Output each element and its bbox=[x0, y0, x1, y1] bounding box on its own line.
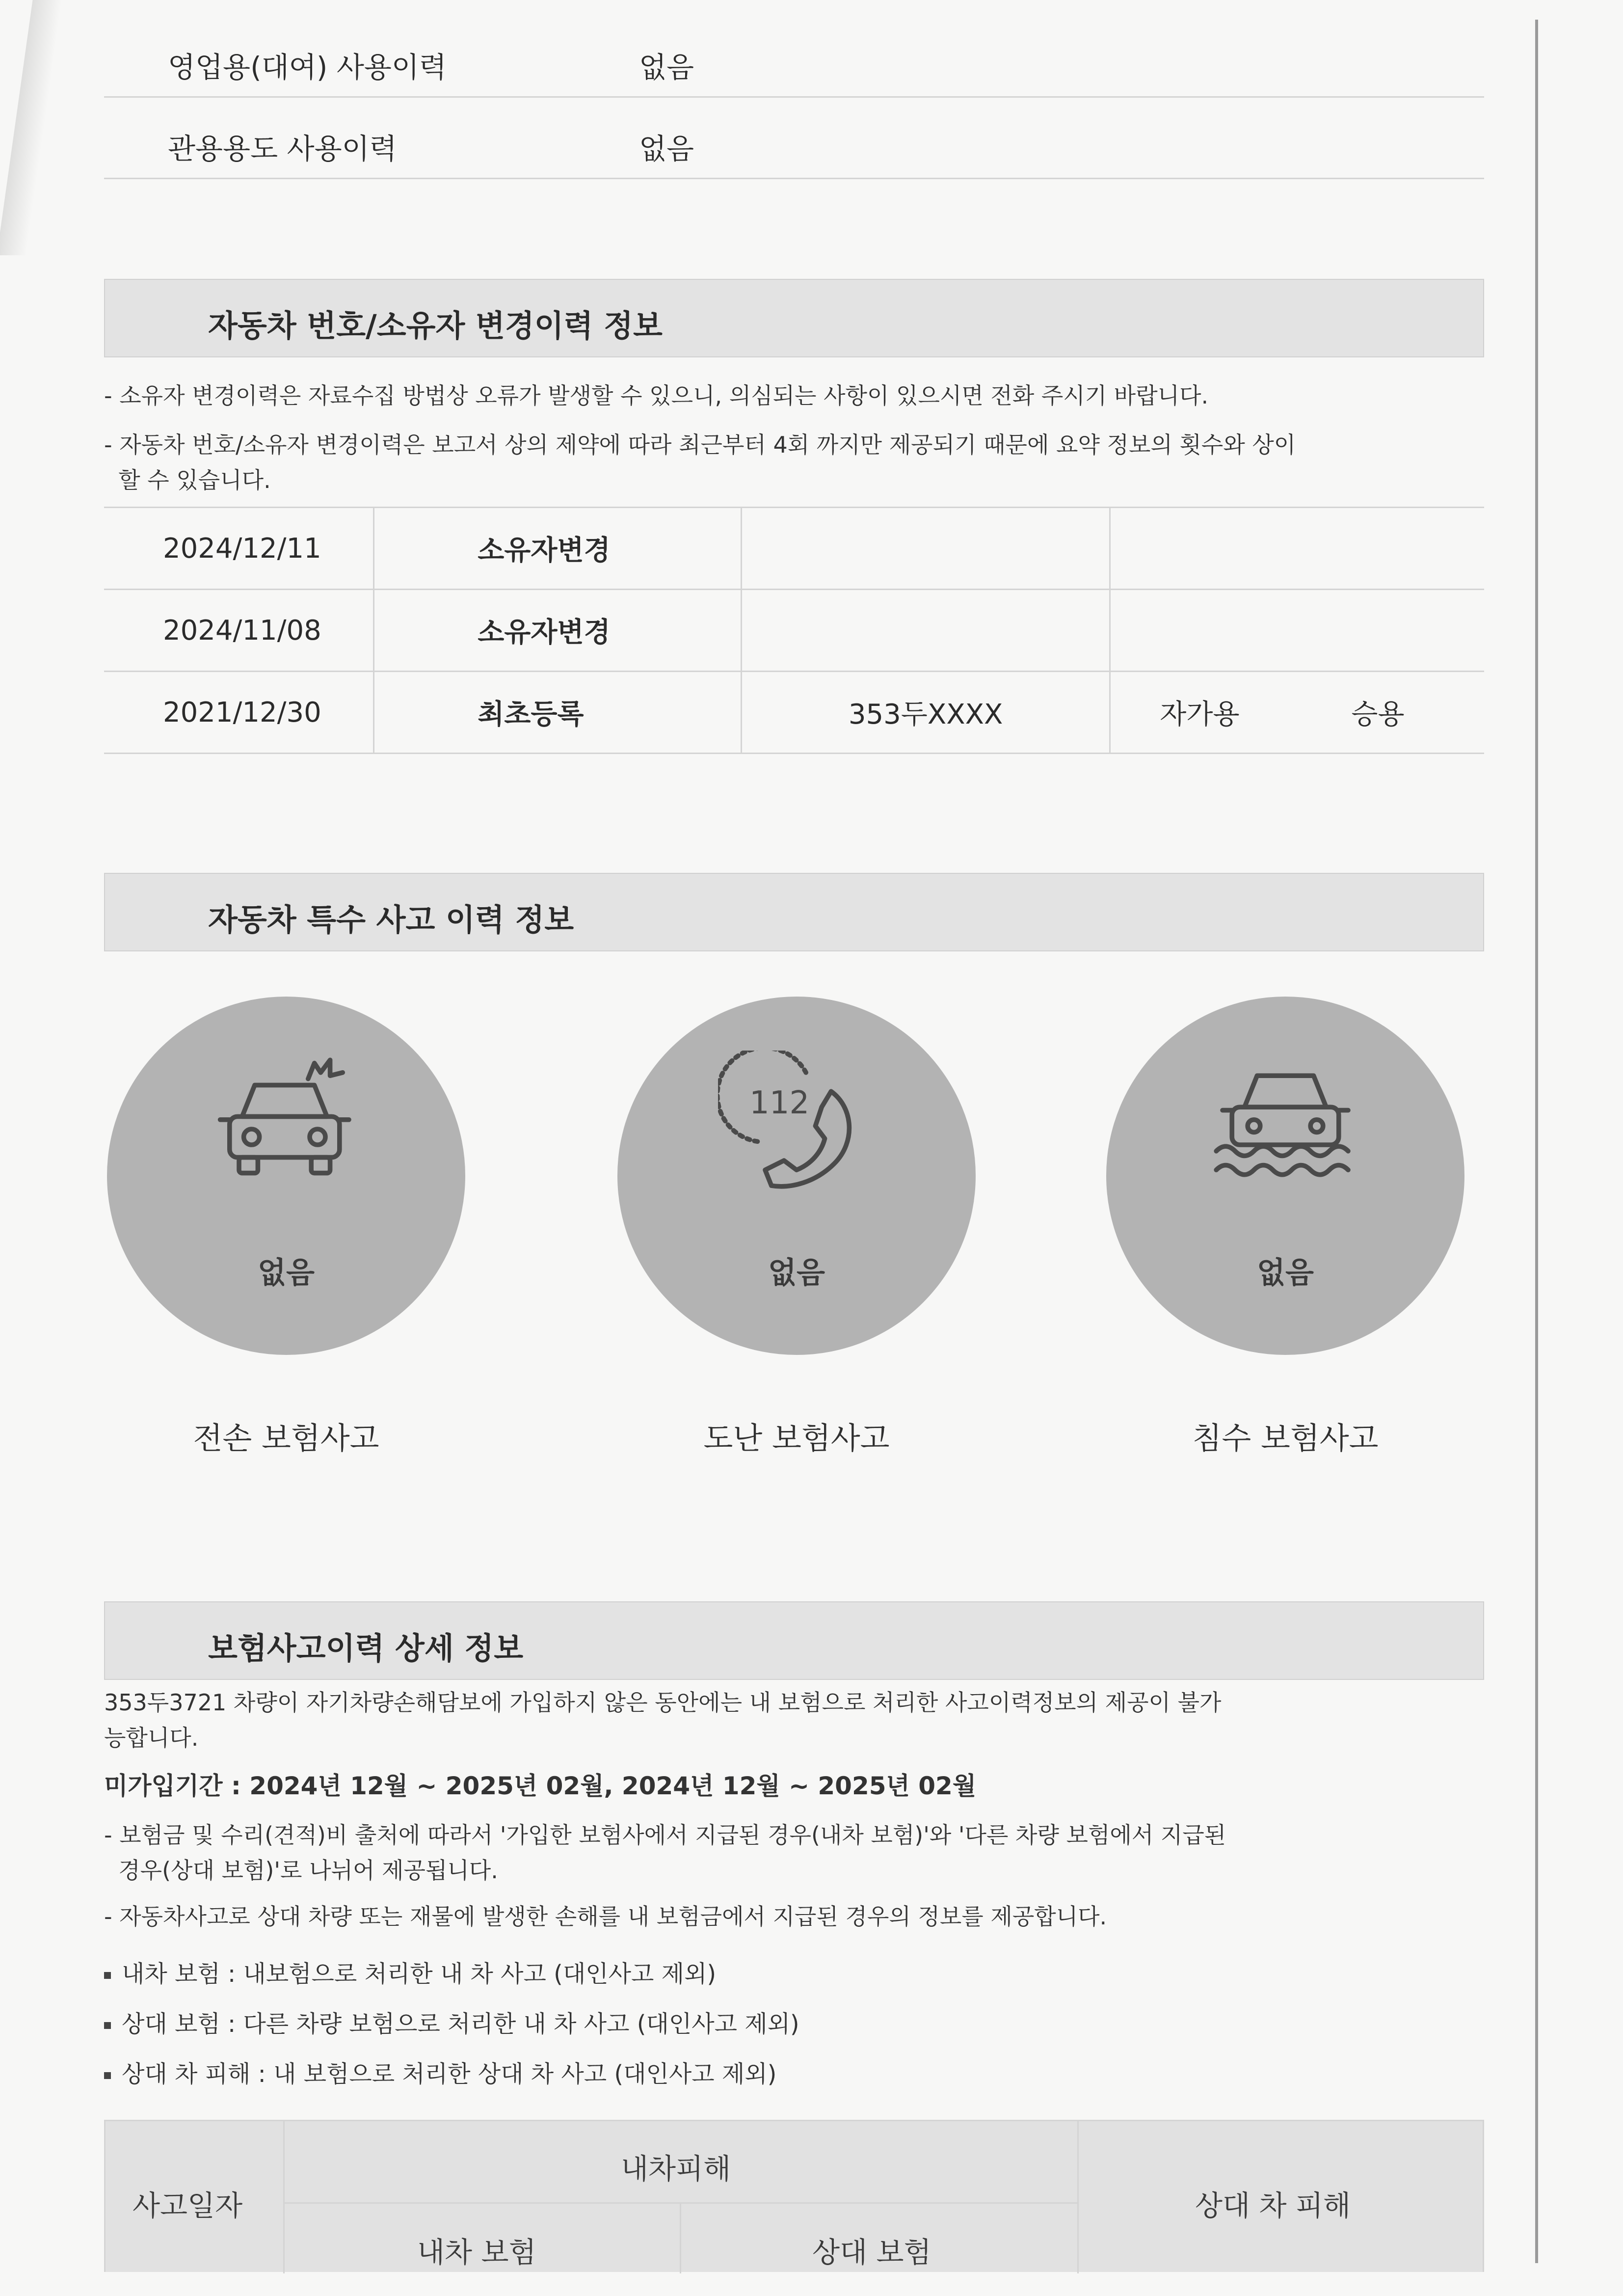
change-type: 소유자변경 bbox=[374, 508, 742, 590]
owner-section-header bbox=[104, 279, 1484, 357]
section-title: 보험사고이력 상세 정보 bbox=[208, 1630, 524, 1666]
status-value: 없음 bbox=[258, 1256, 315, 1290]
insurance-intro: 능합니다. bbox=[104, 1725, 199, 1751]
car-crash-icon bbox=[208, 1051, 365, 1208]
change-date: 2024/12/11 bbox=[104, 508, 374, 590]
theft-circle bbox=[617, 997, 976, 1355]
bullet-item bbox=[104, 2055, 776, 2089]
insurance-intro: 353두3721 차량이 자기차량손해담보에 가입하지 않은 동안에는 내 보험으로 처리한 사고이력정보의 제공이 불가 bbox=[104, 1689, 1222, 1716]
page-edge-line bbox=[1535, 20, 1538, 2263]
accident-table-header bbox=[104, 2120, 1484, 2272]
uninsured-period: 미가입기간 : 2024년 12월 ~ 2025년 02월, 2024년 12월 ~ 2025년 02월 bbox=[104, 1772, 977, 1800]
table-row bbox=[104, 590, 1484, 672]
vehicle-class: 승용 bbox=[1351, 699, 1405, 730]
plate-number bbox=[741, 590, 1110, 672]
plate-number: 353두XXXX bbox=[741, 672, 1110, 754]
bullet-item bbox=[104, 1955, 716, 1989]
plate-number bbox=[741, 508, 1110, 590]
insurance-section-header bbox=[104, 1601, 1484, 1680]
divider bbox=[283, 2202, 1077, 2204]
owner-note: - 자동차 번호/소유자 변경이력은 보고서 상의 제약에 따라 최근부터 4회 까지만 제공되기 때문에 요약 정보의 횟수와 상이 bbox=[104, 432, 1296, 458]
usage-label: 영업용(대여) 사용이력 bbox=[168, 51, 447, 84]
status-value: 없음 bbox=[1257, 1256, 1314, 1290]
usage-value: 없음 bbox=[639, 51, 694, 84]
usage-label: 관용용도 사용이력 bbox=[168, 132, 397, 165]
usage-cell bbox=[1110, 672, 1484, 754]
phone-112-icon bbox=[718, 1051, 875, 1208]
bullet-item bbox=[104, 2005, 799, 2039]
status-value: 없음 bbox=[768, 1256, 825, 1290]
svg-text:112: 112 bbox=[749, 1085, 810, 1121]
table-row bbox=[104, 508, 1484, 590]
circle-label: 전손 보험사고 bbox=[193, 1420, 379, 1456]
header-my-damage: 내차피해 bbox=[621, 2152, 731, 2186]
scan-shadow bbox=[0, 0, 62, 255]
usage-value: 없음 bbox=[639, 132, 694, 165]
usage-row-rental bbox=[104, 15, 1484, 98]
divider bbox=[283, 2121, 285, 2273]
insurance-note: - 보험금 및 수리(견적)비 출처에 따라서 '가입한 보험사에서 지급된 경우(내차 보험)'와 '다른 차량 보험에서 지급된 bbox=[104, 1822, 1226, 1848]
usage-type: 자가용 bbox=[1160, 699, 1240, 730]
special-section-header bbox=[104, 873, 1484, 951]
owner-note: 할 수 있습니다. bbox=[104, 467, 271, 493]
circle-label: 도난 보험사고 bbox=[703, 1420, 890, 1456]
change-type: 소유자변경 bbox=[374, 590, 742, 672]
change-date: 2021/12/30 bbox=[104, 672, 374, 754]
circle-label: 침수 보험사고 bbox=[1192, 1420, 1379, 1456]
divider bbox=[680, 2202, 681, 2273]
usage-cell bbox=[1110, 508, 1484, 590]
total-loss-circle bbox=[107, 997, 465, 1355]
section-title: 자동차 특수 사고 이력 정보 bbox=[208, 902, 574, 938]
divider bbox=[1077, 2121, 1079, 2273]
table-row bbox=[104, 672, 1484, 754]
insurance-note: 경우(상대 보험)'로 나뉘어 제공됩니다. bbox=[104, 1857, 498, 1884]
bullet-text: 상대 보험 : 다른 차량 보험으로 처리한 내 차 사고 (대인사고 제외) bbox=[122, 2010, 799, 2038]
change-type: 최초등록 bbox=[374, 672, 742, 754]
car-flood-icon bbox=[1207, 1051, 1364, 1208]
bullet-text: 내차 보험 : 내보험으로 처리한 내 차 사고 (대인사고 제외) bbox=[122, 1960, 717, 1988]
bullet-text: 상대 차 피해 : 내 보험으로 처리한 상대 차 사고 (대인사고 제외) bbox=[122, 2060, 777, 2088]
section-title: 자동차 번호/소유자 변경이력 정보 bbox=[208, 308, 663, 344]
header-date: 사고일자 bbox=[133, 2189, 243, 2222]
owner-note: - 소유자 변경이력은 자료수집 방법상 오류가 발생할 수 있으니, 의심되는 사항이 있으시면 전화 주시기 바랍니다. bbox=[104, 382, 1209, 409]
usage-cell bbox=[1110, 590, 1484, 672]
owner-change-table bbox=[104, 507, 1484, 754]
header-my-insurance: 내차 보험 bbox=[417, 2236, 536, 2269]
change-date: 2024/11/08 bbox=[104, 590, 374, 672]
flood-circle bbox=[1106, 997, 1464, 1355]
header-other-damage: 상대 차 피해 bbox=[1195, 2189, 1351, 2222]
insurance-note: - 자동차사고로 상대 차량 또는 재물에 발생한 손해를 내 보험금에서 지급된 경우의 정보를 제공합니다. bbox=[104, 1903, 1107, 1930]
usage-row-government bbox=[104, 96, 1484, 179]
header-other-insurance: 상대 보험 bbox=[812, 2236, 931, 2269]
